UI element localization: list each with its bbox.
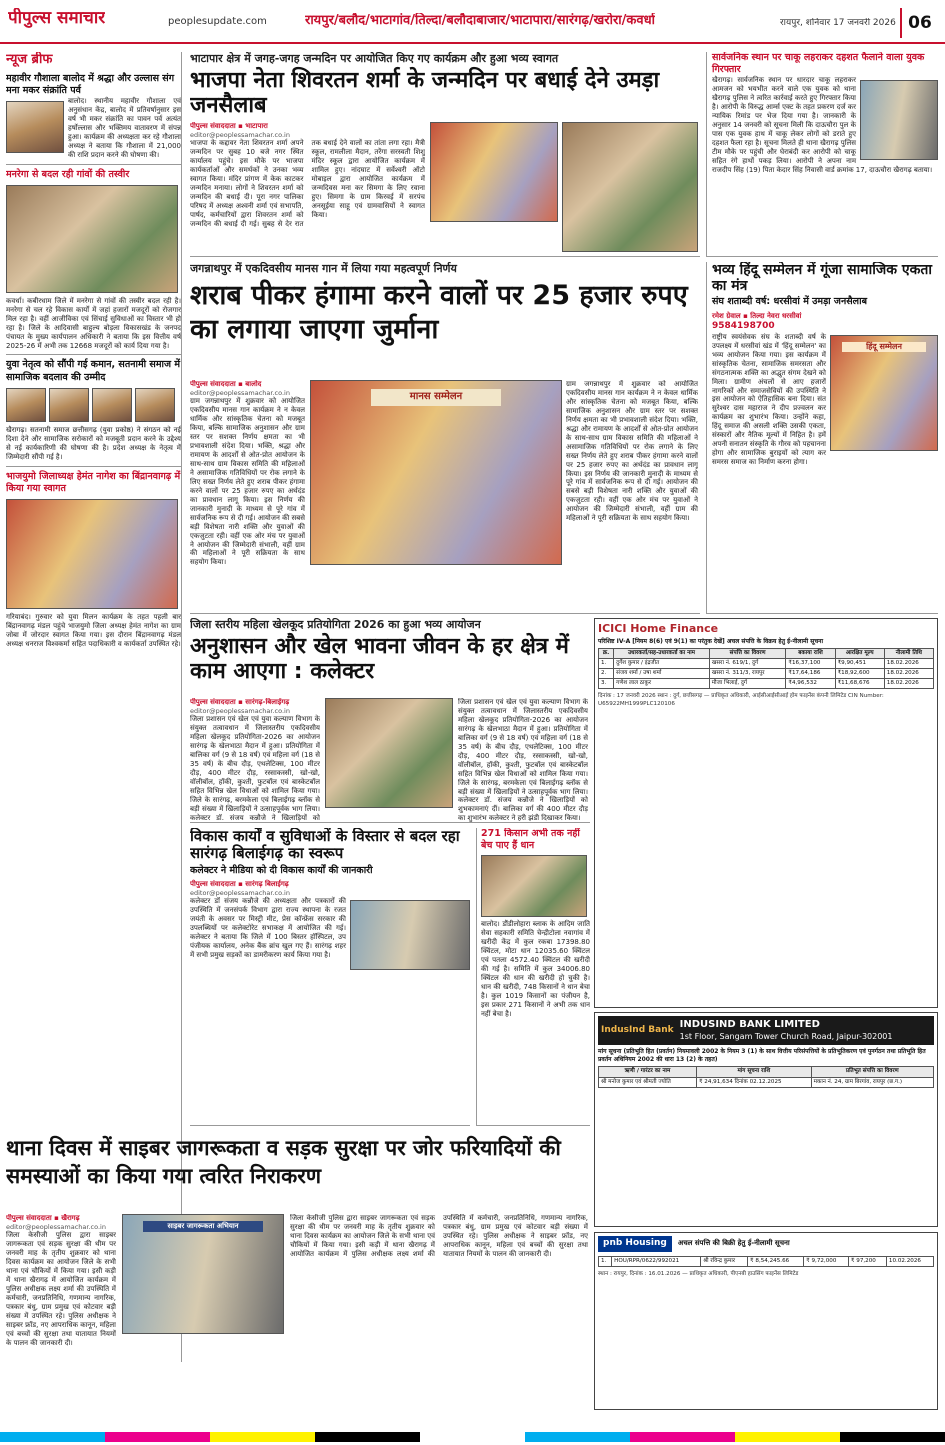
top-story-kicker: भाटापार क्षेत्र में जगह-जगह जन्मदिन पर आयोजित किए गए कार्यक्रम और हुआ भव्य स्वागत (190, 52, 559, 65)
top-story-photo-2 (562, 122, 698, 252)
portrait-photo (92, 388, 132, 422)
brief-photo-strip (6, 388, 181, 422)
development-headline: विकास कार्यों व सुविधाओं के विस्तार से बदल रहा सारंगढ़ बिलाईगढ़ का स्वरूप (190, 828, 460, 863)
knife-arrest-headline: सार्वजनिक स्थान पर चाकू लहराकर दहशत फैलाने वाला युवक गिरफ्तार (712, 52, 925, 76)
brief-headline-3: युवा नेतृत्व को सौंपी गई कमान, सतनामी समाज में सामाजिक बदलाव की उम्मीद (6, 359, 181, 383)
table-cell: 2. (599, 669, 614, 679)
table-cell: मौजा भिलाई, दुर्ग (709, 679, 786, 689)
table-cell: 18.02.2026 (884, 679, 933, 689)
top-story (190, 52, 700, 257)
table-cell: HOU/RPR/0622/992021 (612, 1256, 701, 1266)
table-header-cell: मांग सूचना राशि (696, 1067, 811, 1077)
table-header-cell: बकाया राशि (786, 648, 835, 658)
indusind-title-block (680, 1019, 893, 1042)
brief-headline-1: महावीर गौशाला बालोद में श्रद्धा और उल्लास संग मना मकर संक्रांति पर्व (6, 72, 175, 96)
print-registration-bar (0, 1432, 945, 1442)
pnb-heading: अचल संपत्ति की बिक्री हेतु ई-नीलामी सूचना (677, 1239, 790, 1248)
table-cell: 1. (599, 1256, 612, 1266)
hindu-sammelan-banner: हिंदू सम्मेलन (842, 342, 926, 352)
table-header-cell: आरक्षित मूल्य (835, 648, 884, 658)
sports-story (190, 618, 590, 823)
pnb-housing-notice (594, 1232, 938, 1410)
city-list: रायपुर/बलौद/भाटागांव/तिल्दा/बलौदाबाजार/भाटापारा/सारंगढ़/खरोरा/कवर्धा (305, 13, 655, 28)
byline: पीपुल्स संवाददाता ▪ खैरागढ़ (6, 1214, 80, 1222)
table-header-cell: संपत्ति का विवरण (709, 648, 786, 658)
news-brief-tag: न्यूज ब्रीफ (6, 52, 53, 67)
table-cell: ₹11,68,676 (835, 679, 884, 689)
table-cell: ₹ 9,72,000 (804, 1256, 849, 1266)
police-day-body-right: जिला केसीजी पुलिस द्वारा साइबर जागरूकता एवं सड़क सुरक्षा की थीम पर जनवरी माह के तृतीय शुक्रवार को थाना दिवस कार्यक्रम का आयोजन जिले के सभी थाना एवं चौकियों में किया गया। इसी कड़ी में थाना खैरागढ़ में आयोजित कार्यक्रम में पुलिस अधीक्षक लक्ष्य शर्मा की उपस्थिति में कर्मचारी, जनप्रतिनिधि, गणमान्य नागरिक, पत्रकार बंधु, ग्राम प्रमुख एवं कोटवार बड़ी संख्या में उपस्थित रहे। पुलिस अधीक्षक ने साइबर फ्रॉड, नए आपराधिक कानून, महिला एवं बच्चों की सुरक्षा तथा यातायात नियमों के पालन की जानकारी दी। (290, 1214, 588, 1258)
knife-arrest-photo (860, 80, 938, 160)
table-cell: 18.02.2026 (884, 658, 933, 668)
paddy-photo (481, 855, 587, 917)
pnb-footer: स्थान : रायपुर, दिनांक : 16.01.2026 — प्राधिकृत अधिकारी, पीएनबी हाउसिंग फाइनेंस लिमिटेड (598, 1270, 799, 1277)
cyber-awareness-banner: साइबर जागरूकता अभियान (143, 1221, 263, 1232)
byline-email[interactable]: editor@peoplessamachar.co.in (190, 388, 290, 397)
icici-footer: दिनांक : 17 जनवरी 2026 स्थान : दुर्ग, छत्तीसगढ़ — प्राधिकृत अधिकारी, आईसीआईसीआई होम फाइनेंस कंपनी लिमिटेड CIN Number: U65922MH1999PLC120106 (598, 693, 884, 707)
table-row (599, 658, 934, 668)
hindu-sammelan-headline: भव्य हिंदू सम्मेलन में गूंजा सामाजिक एकता का मंत्र (712, 262, 932, 295)
liquor-fine-photo (310, 380, 562, 565)
table-cell: गणेश लाल ठाकुर (614, 679, 710, 689)
indusind-heading: मांग सूचना (प्रतिभूति हित (प्रवर्तन) नियमावली 2002 के नियम 3 (1) के साथ वित्तीय परिसंपत्तियों के प्रतिभूतिकरण एवं पुनर्गठन तथा प्रतिभूति हित प्रवर्तन अधिनियम 2002 की धारा 13 (2) के तहत) (598, 1048, 926, 1063)
table-cell: खसरा नं. 619/1, दुर्ग (709, 658, 786, 668)
table-row (599, 679, 934, 689)
brief-photo-2 (6, 185, 178, 293)
portrait-photo (135, 388, 175, 422)
top-story-photo-1 (430, 122, 558, 222)
table-header-cell: क्र. (599, 648, 614, 658)
police-day-body: जिला केसीजी पुलिस द्वारा साइबर जागरूकता एवं सड़क सुरक्षा की थीम पर जनवरी माह के तृतीय शुक्रवार को थाना दिवस कार्यक्रम का आयोजन जिले के सभी थाना एवं चौकियों में किया गया। इसी कड़ी में थाना खैरागढ़ में आयोजित कार्यक्रम में पुलिस अधीक्षक लक्ष्य शर्मा की उपस्थिति में कर्मचारी, जनप्रतिनिधि, गणमान्य नागरिक, पत्रकार बंधु, ग्राम प्रमुख एवं कोटवार बड़ी संख्या में उपस्थित रहे। पुलिस अधीक्षक ने साइबर फ्रॉड, नए आपराधिक कानून, महिला एवं बच्चों की सुरक्षा तथा यातायात नियमों के पालन की जानकारी दी। (6, 1231, 116, 1347)
brief-headline-4: भाजयुमो जिलाध्यक्ष हेमंत नागेश का बिंद्रानवागढ़ में किया गया स्वागत (6, 470, 181, 494)
liquor-fine-body: ग्राम जगन्नाथपुर में शुक्रवार को आयोजित एकदिवसीय मानस गान कार्यक्रम ने न केवल धार्मिक और सांस्कृतिक चेतना को मजबूत किया, बल्कि सामाजिक अनुशासन और ग्राम स्तर पर सशक्त निर्णय क्षमता का भी प्रभावशाली संदेश दिया। भक्ति, श्रद्धा और रामायण के आदर्शों से ओत-प्रोत आयोजन के साथ-साथ ग्राम विकास समिति की महिलाओं ने असामाजिक गतिविधियों पर रोक लगाने के लिए सख्त निर्णय लेते हुए शराब पीकर हंगामा करने वालों पर 25 हजार रुपए का अर्थदंड का प्रावधान लागू किया। इस निर्णय की जानकारी मुनादी के माध्यम से पूरे गांव में सार्वजनिक रूप से दी गई। आयोजन की सबसे बड़ी विशेषता नारी शक्ति और युवाओं की एकजुटता रही। वहीं एक ओर मंच पर युवाओं ने आयोजन की जिम्मेदारी संभाली, वहीं ग्राम की महिलाओं ने पूरी सक्रियता के साथ सहयोग किया। (190, 397, 305, 567)
top-story-body: भाजपा के कद्दावर नेता शिवरतन शर्मा अपने जन्मदिन पर सुबह 10 बजे नगर स्थित कार्यालय पहुंचे। इस मौके पर भाजपा कार्यकर्ताओं और समर्थकों ने उनका भव्य स्वागत किया। मंदिर प्रांगण में केक काटकर जन्मदिन मनाया। लोगों ने शिवरतन शर्मा को जन्मदिन की बधाई दी। पूरा नगर पालिका परिषद में अध्यक्ष अश्वनी शर्मा एवं सभापति, पार्षद, कर्मचारियों द्वारा शिवरतन शर्मा को जन्मदिन की बधाई दी गई। सुबह से देर रात तक बधाई देने वालों का तांता लगा रहा। मैत्री स्कूल, रामलीला मैदान, तरेंगा सरस्वती शिशु मंदिर स्कूल द्वारा आयोजित कार्यक्रम में शामिल हुए। नांदघाट में सर्वेश्वरी ऑटो मोबाइल द्वारा आयोजित कार्यक्रम में जन्मदिवस मना कर सिमगा के लिए रवाना हुए। सिमगा के ग्राम किरवई में सरपंच अनसूईया साहू एवं ग्रामवासियों ने स्वागत किया। (190, 139, 425, 228)
indusind-address: 1st Floor, Sangam Tower Church Road, Jaipur-302001 (679, 1031, 893, 1041)
table-cell: श्री मनोज कुमार एवं श्रीमती ज्योति (599, 1077, 697, 1087)
development-body: कलेक्टर डॉ संजय कन्नौजे की अध्यक्षता और पत्रकारों की उपस्थिति में जनसंपर्क विभाग द्वारा राज्य स्थापना के रजत जयंती के अवसर पर मिस्ट्री मीट, प्रेस कॉन्फ्रेंस सरकार की उपलब्धियों पर कलेक्टोरेट सभाकक्ष में आयोजित की गई। कलेक्टर ने बताया कि जिले में 100 बिस्तर हॉस्पिटल, उप पंजीयक कार्यालय, अनेक बैंक ब्रांच खुल गए हैं। सारंगढ़ शहर में सभी प्रमुख सड़कों का डामरीकरण कार्य किया गया है। (190, 896, 346, 959)
table-header-cell: नीलामी तिथि (884, 648, 933, 658)
police-day-photo (122, 1214, 284, 1334)
liquor-fine-story (190, 262, 700, 614)
paddy-story (476, 828, 590, 1126)
top-story-headline: भाजपा नेता शिवरतन शर्मा के जन्मदिन पर बधाई देने उमड़ा जनसैलाब (190, 68, 660, 119)
dateline: रायपुर, शनिवार 17 जनवरी 2026 (780, 18, 896, 28)
byline-email[interactable]: editor@peoplessamachar.co.in (190, 130, 290, 139)
liquor-fine-kicker: जगन्नाथपुर में एकदिवसीय मानस गान में लिया गया महत्वपूर्ण निर्णय (190, 262, 457, 275)
pnb-table (598, 1256, 934, 1267)
hindu-sammelan-story (706, 262, 938, 614)
brief-body-1: बालोद। स्थानीय महावीर गौशाला एवं अनुसंधान केंद्र, बालोद में प्रतिवर्षानुसार इस वर्ष भी मकर संक्रांति का पावन पर्व अत्यंत हर्षोल्लास और भक्तिमय वातावरण में संपन्न हुआ। कार्यक्रम की अध्यक्षता कर रहे गौशाला अध्यक्ष ने बताया कि गौशाला में 21,000 की राशि प्रदान करने की घोषणा की। (68, 96, 181, 159)
indusind-table (598, 1066, 934, 1087)
development-photo (350, 900, 470, 970)
hindu-sammelan-body: राष्ट्रीय स्वयंसेवक संघ के शताब्दी वर्ष के उपलक्ष्य में धरसीवां खंड में 'हिंदू सम्मेलन' का भव्य आयोजन किया गया। इस कार्यक्रम में सांस्कृतिक चेतना, सामाजिक समरसता और संगठनात्मक शक्ति का अद्भुत संगम देखने को मिला। ग्रामीण अंचलों से आए हजारों नागरिकों और समाजसेवियों की उपस्थिति ने इस आयोजन को ऐतिहासिक बना दिया। संत सुरेश्वर दास महाराज ने दीप प्रज्वलन कर कार्यक्रम का शुभारंभ किया। उन्होंने कहा, हिंदू समाज की असली शक्ति उसकी एकता, संस्कारों और नैतिक मूल्यों में निहित है। हमें अपनी सनातन संस्कृति के गौरव को पहचानना होगा और सामाजिक बुराइयों को त्याग कर समरस समाज का निर्माण करना होगा। (712, 332, 826, 467)
table-cell: ₹ 97,200 (848, 1256, 886, 1266)
sports-body: जिला प्रशासन एवं खेल एवं युवा कल्याण विभाग के संयुक्त तत्वावधान में जिलास्तरीय एकदिवसीय महिला खेलकूद प्रतियोगिता-2026 का आयोजन सारंगढ़ के खेलभाठा मैदान में हुआ। प्रतियोगिता में बालिका वर्ग (9 से 18 वर्ष) एवं महिला वर्ग (18 से 35 वर्ष) के बीच दौड़, एथलेटिक्स, 100 मीटर दौड़, 400 मीटर दौड़, रस्साकस्सी, खो-खो, वॉलीबॉल, हॉकी, कुश्ती, फुटबॉल एवं बास्केटबॉल सहित विभिन्न खेल विधाओं को शामिल किया गया। जिले के सारंगढ़, बरमकेला एवं बिलाईगढ़ ब्लॉक से बड़ी संख्या में खिलाड़ियों ने उत्साहपूर्वक भाग लिया। कलेक्टर डॉ. संजय कन्नौजे ने खिलाड़ियों को (190, 715, 320, 822)
sports-kicker: जिला स्तरीय महिला खेलकूद प्रतियोगिता 2026 का हुआ भव्य आयोजन (190, 618, 481, 631)
table-cell: संजय शर्मा / उषा शर्मा (614, 669, 710, 679)
liquor-fine-text-left (190, 380, 305, 612)
portrait-photo (49, 388, 89, 422)
liquor-fine-body-right: ग्राम जगन्नाथपुर में शुक्रवार को आयोजित एकदिवसीय मानस गान कार्यक्रम ने न केवल धार्मिक और सांस्कृतिक चेतना को मजबूत किया, बल्कि सामाजिक अनुशासन और ग्राम स्तर पर सशक्त निर्णय क्षमता का भी प्रभावशाली संदेश दिया। भक्ति, श्रद्धा और रामायण के आदर्शों से ओत-प्रोत आयोजन के साथ-साथ ग्राम विकास समिति की महिलाओं ने असामाजिक गतिविधियों पर रोक लगाने के लिए सख्त निर्णय लेते हुए शराब पीकर हंगामा करने वालों पर 25 हजार रुपए का अर्थदंड का प्रावधान लागू किया। इस निर्णय की जानकारी मुनादी के माध्यम से पूरे गांव में सार्वजनिक रूप से दी गई। आयोजन की सबसे बड़ी विशेषता नारी शक्ति और युवाओं की एकजुटता रही। वहीं एक ओर मंच पर युवाओं ने आयोजन की जिम्मेदारी संभाली, वहीं ग्राम की महिलाओं ने पूरी सक्रियता के साथ सहयोग किया। (566, 380, 698, 523)
police-day-story (6, 1134, 590, 1414)
masthead (0, 0, 945, 44)
sports-photo (325, 698, 453, 808)
byline: पीपुल्स संवाददाता ▪ बालोद (190, 380, 262, 388)
page-number: 06 (900, 8, 938, 38)
byline: पीपुल्स संवाददाता ▪ भाटापारा (190, 122, 268, 130)
table-header-cell: ऋणी / गारंटर का नाम (599, 1067, 697, 1077)
table-cell: ₹ 8,54,245.66 (748, 1256, 804, 1266)
byline-email[interactable]: editor@peoplessamachar.co.in (6, 1222, 106, 1231)
newspaper-logo: पीपुल्स समाचार (8, 8, 106, 28)
site-url[interactable]: peoplesupdate.com (168, 16, 267, 27)
table-row (599, 669, 934, 679)
brief-photo-4 (6, 499, 178, 609)
liquor-fine-headline: शराब पीकर हंगामा करने वालों पर 25 हजार रुपए का लगाया जाएगा जुर्माना (190, 280, 688, 345)
icici-heading: परिशिष्ट IV-A [नियम 8(6) एवं 9(1) का परंतुक देखें] अचल संपत्ति के विक्रय हेतु ई-नीलामी सूचना (598, 638, 824, 646)
byline: पीपुल्स संवाददाता ▪ सारंगढ़-बिलाईगढ़ (190, 698, 290, 706)
paddy-headline: 271 किसान अभी तक नहीं बेच पाए हैं धान (481, 828, 580, 852)
sports-text-left (190, 698, 320, 823)
brief-body-4: गरियाबंद। गुरुवार को युवा मिलन कार्यक्रम के तहत पहली बार बिंद्रानवागढ़ मंडल पहुंचे भाजयुमो जिला अध्यक्ष हेमंत नागेश का ग्राम जोबा में जोरदार स्वागत किया गया। इस दौरान बिंद्रानवागढ़ मंडल अध्यक्ष धनराज विश्वकर्मा सहित पदाधिकारी व कार्यकर्ता उपस्थित रहे। (6, 612, 181, 648)
table-cell: ₹18,92,600 (835, 669, 884, 679)
byline-email[interactable]: editor@peoplessamachar.co.in (190, 888, 290, 897)
knife-arrest-story (706, 52, 938, 257)
pnb-header (598, 1236, 934, 1252)
brief-body-3: खैरागढ़। सतनामी समाज छत्तीसगढ़ (युवा प्रकोष्ठ) ने संगठन को नई दिशा देने और सामाजिक सरोकारों को मजबूती प्रदान करने के उद्देश्य से नई कार्यकारिणी की घोषणा की है। प्रदेश अध्यक्ष के नेतृत्व में जिम्मेदारी सौंपी गई है। (6, 425, 181, 461)
table-cell: 3. (599, 679, 614, 689)
brief-body-2: कवर्धा। कबीरधाम जिले में मनरेगा से गांवों की तस्वीर बदल रही है। मनरेगा से चल रहे विकास कार्यों में जहां हजारों मजदूरों को रोजगार मिल रहा है। वहीं आजीविका एवं सिंचाई सुविधाओं का विस्तार भी हो रहा है। जिले के आदिवासी बाहुल्य बोड़ला विकासखंड के जनपद पंचायत के मुख्य कार्यपालन अधिकारी ने बताया कि इस वित्तीय वर्ष 2025-26 में अभी तक 12668 मजदूरों को कार्य दिया गया है। (6, 296, 181, 350)
pnb-logo: pnb Housing (598, 1236, 672, 1252)
manas-sammelan-banner: मानस सम्मेलन (371, 389, 501, 406)
icici-logo: ICICI Home Finance (598, 622, 719, 635)
table-cell: श्री रविन्द्र कुमार (701, 1256, 748, 1266)
table-cell: 18.02.2026 (884, 669, 933, 679)
paddy-body: बालोद। डौंडीलोहारा ब्लाक के आदिम जाति सेवा सहकारी समिति चेन्द्रीटोला नवागांव में खरीदी केंद्र में कुल रकबा 17398.80 क्विंटल, मोटा धान 12035.60 क्विंटल एवं पतला 4572.40 क्विंटल की खरीदी की गई है। समिति में कुल 34006.80 क्विंटल की धान की खरीदी हो चुकी है। धान की खरीदी, 748 किसानों ने धान बेचा है। कुल 1019 किसानों का पंजीयन है, इस प्रकार 271 किसानों ने अभी तक धान नहीं बेचा है। (481, 920, 590, 1018)
table-cell: 1. (599, 658, 614, 668)
table-cell: 10.02.2026 (886, 1256, 933, 1266)
table-cell: ₹17,64,186 (786, 669, 835, 679)
sports-body-right: जिला प्रशासन एवं खेल एवं युवा कल्याण विभाग के संयुक्त तत्वावधान में जिलास्तरीय एकदिवसीय महिला खेलकूद प्रतियोगिता-2026 का आयोजन सारंगढ़ के खेलभाठा मैदान में हुआ। प्रतियोगिता में बालिका वर्ग (9 से 18 वर्ष) एवं महिला वर्ग (18 से 35 वर्ष) के बीच दौड़, एथलेटिक्स, 100 मीटर दौड़, 400 मीटर दौड़, रस्साकस्सी, खो-खो, वॉलीबॉल, हॉकी, कुश्ती, फुटबॉल एवं बास्केटबॉल सहित विभिन्न खेल विधाओं को शामिल किया गया। जिले के सारंगढ़, बरमकेला एवं बिलाईगढ़ ब्लॉक से बड़ी संख्या में खिलाड़ियों ने उत्साहपूर्वक भाग लिया। कलेक्टर डॉ. संजय कन्नौजे ने खिलाड़ियों को शुभकामनाएं दीं। बालिका वर्ग की 400 मीटर दौड़ का शुभारंभ कलेक्टर ने हरी झंडी दिखाकर किया। (458, 698, 588, 823)
table-cell: ₹16,37,100 (786, 658, 835, 668)
police-day-text-left (6, 1214, 116, 1414)
table-cell: ₹4,96,532 (786, 679, 835, 689)
byline-email[interactable]: editor@peoplessamachar.co.in (190, 706, 290, 715)
table-cell: ₹ 24,91,634 दिनांक 02.12.2025 (696, 1077, 811, 1087)
development-story (190, 828, 470, 1126)
icici-auction-notice (594, 618, 938, 1008)
indusind-logo: IndusInd Bank (601, 1024, 674, 1035)
knife-arrest-body: खैरागढ़। सार्वजनिक स्थान पर धारदार चाकू लहराकर आमजन को भयभीत करने वाले एक युवक को थाना खैरागढ़ पुलिस ने त्वरित कार्रवाई करते हुए गिरफ्तार किया है। आरोपी के विरुद्ध आर्म्स एक्ट के तहत प्रकरण दर्ज कर न्यायिक रिमांड पर भेज दिया गया है। जानकारी के अनुसार 14 जनवरी को सूचना मिली कि दाऊचौरा पुल के पास एक युवक हाथ में चाकू लेकर लोगों को डराते हुए दहशत फैला रहा है। सूचना मिलते ही थाना खैरागढ़ पुलिस टीम मौके पर पहुंची और घेराबंदी कर आरोपी को चाकू सहित रंगे हाथों पकड़ लिया। आरोपी ने अपना नाम राजदीप सिंह (19) पिता केदार सिंह निवासी वार्ड क्रमांक 17, दाऊचौरा खैरागढ़ बताया। (712, 76, 933, 174)
development-subhead: कलेक्टर ने मीडिया को दी विकास कार्यों की जानकारी (190, 864, 373, 876)
table-cell: मकान नं. 24, ग्राम बिरगांव, रायपुर (छ.ग.) (811, 1077, 933, 1087)
indusind-title: INDUSIND BANK LIMITED (679, 1019, 820, 1030)
indusind-header (598, 1016, 934, 1045)
sports-headline: अनुशासन और खेल भावना जीवन के हर क्षेत्र में काम आएगा : कलेक्टर (190, 634, 569, 685)
brief-headline-2: मनरेगा से बदल रही गांवों की तस्वीर (6, 168, 130, 180)
portrait-photo (6, 388, 46, 422)
police-day-headline: थाना दिवस में साइबर जागरूकता व सड़क सुरक्षा पर जोर फरियादियों की समस्याओं का किया गया त्वरित निराकरण (6, 1136, 561, 1189)
icici-table (598, 648, 934, 690)
reporter-phone: 9584198700 (712, 321, 775, 332)
table-header-cell: उधारकर्ता/सह-उधारकर्ता का नाम (614, 648, 710, 658)
brief-photo-1 (6, 101, 64, 153)
table-cell: ₹9,90,451 (835, 658, 884, 668)
byline: पीपुल्स संवाददाता ▪ सारंगढ़ बिलाईगढ़ (190, 879, 289, 888)
hindu-sammelan-subhead: संघ शताब्दी वर्ष: धरसीवां में उमड़ा जनसैलाब (712, 296, 867, 308)
hindu-sammelan-photo (830, 335, 938, 451)
table-cell: दुर्गेश कुमार / इंद्रजीत (614, 658, 710, 668)
byline: रमेश ग्रेवाल ▪ तिल्दा नेवरा धरसीवां (712, 312, 802, 321)
table-header-cell: प्रतिभूत संपत्ति का विवरण (811, 1067, 933, 1077)
indusind-notice (594, 1012, 938, 1227)
top-story-text (190, 122, 425, 254)
table-cell: खसरा नं. 311/3, रायपुर (709, 669, 786, 679)
